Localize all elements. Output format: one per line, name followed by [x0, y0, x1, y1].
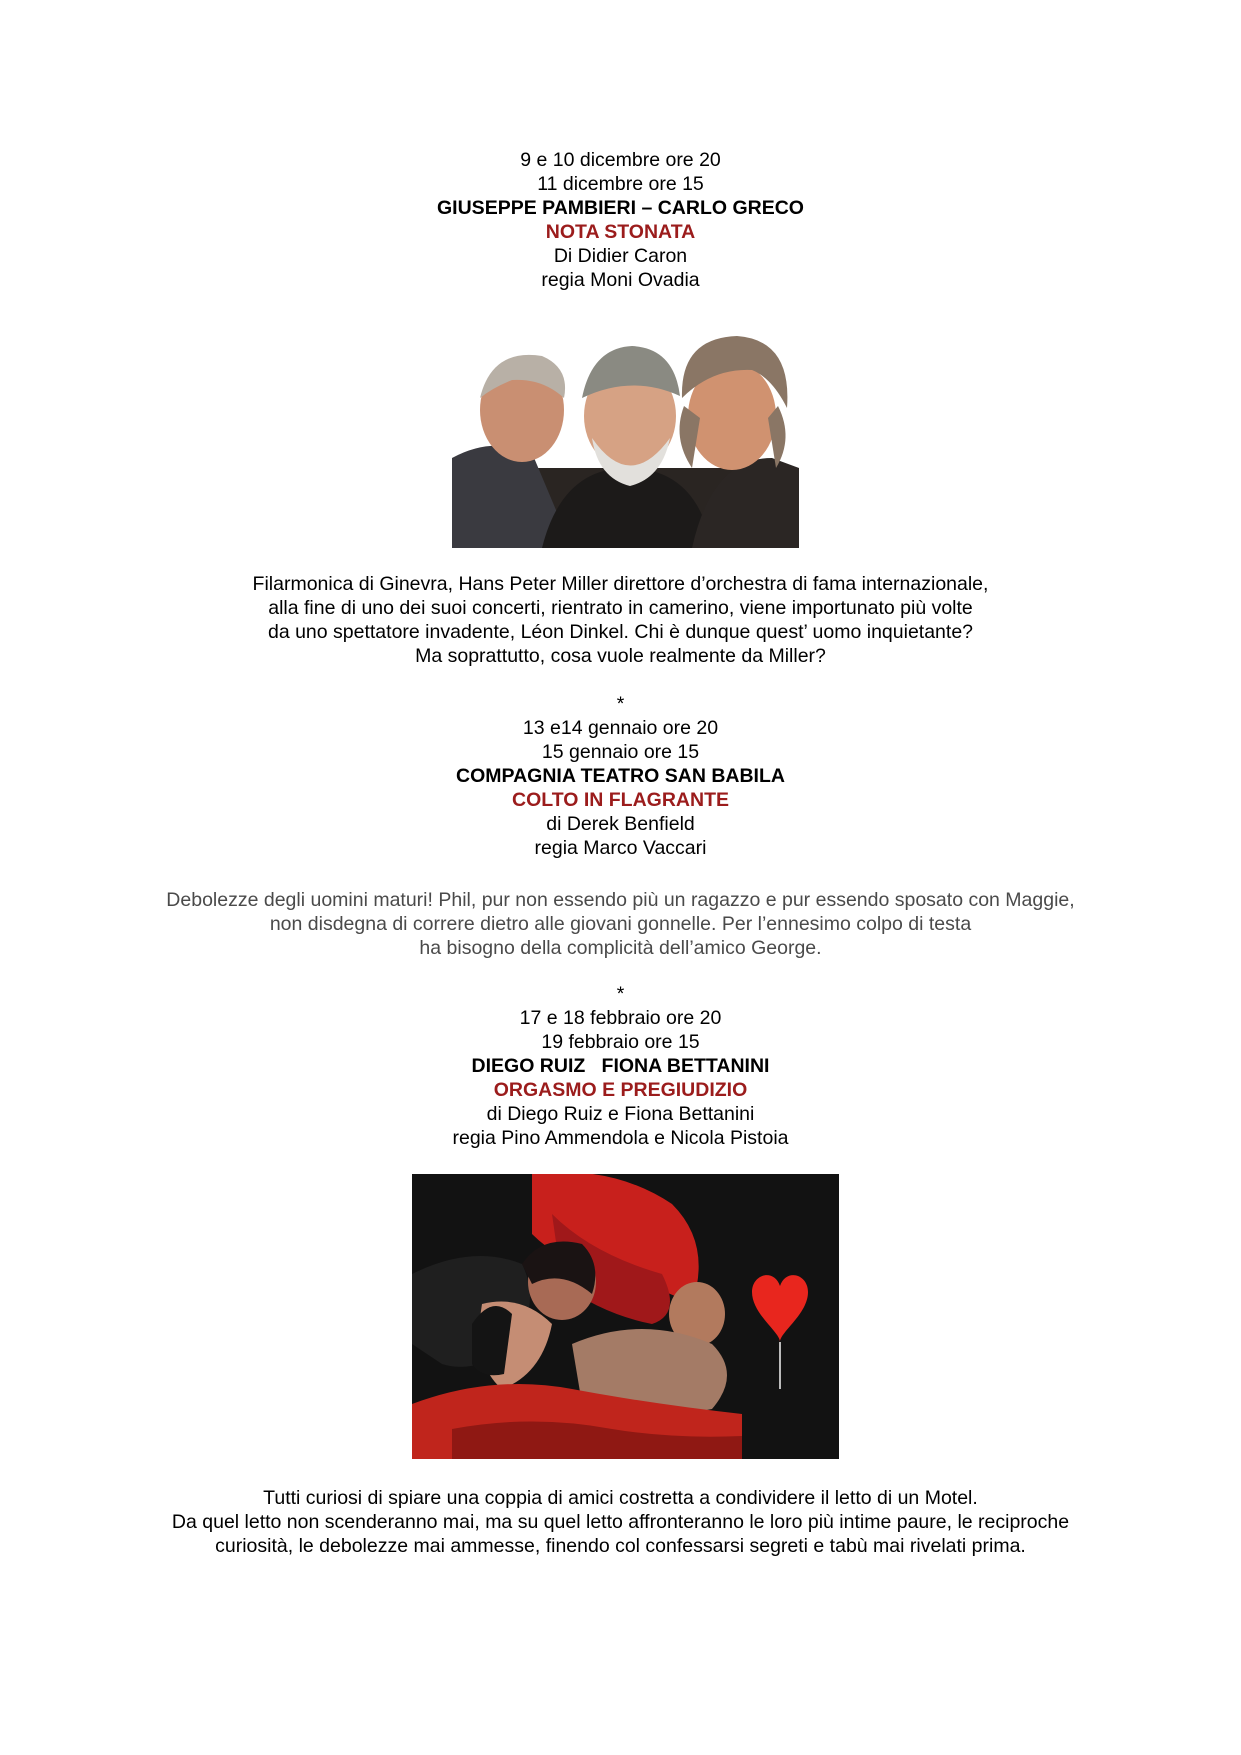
show-1-cast: GIUSEPPE PAMBIERI – CARLO GRECO: [437, 197, 804, 219]
show-1-description-line: Filarmonica di Ginevra, Hans Peter Miller direttore d’orchestra di fama internazionale,: [252, 573, 989, 595]
show-1-description: [0, 572, 1241, 668]
show-3-date-1: 17 e 18 febbraio ore 20: [519, 1007, 722, 1029]
show-3-photo: [412, 1174, 839, 1459]
separator: *: [616, 983, 625, 1005]
show-3-header: [0, 982, 1241, 1150]
show-3-date-2: 19 febbraio ore 15: [541, 1031, 700, 1053]
show-1-header: [0, 148, 1241, 292]
show-1-date-2: 11 dicembre ore 15: [537, 173, 704, 195]
show-2-description: [0, 888, 1241, 960]
show-2-description-line: ha bisogno della complicità dell’amico George.: [419, 937, 822, 959]
show-3-director: regia Pino Ammendola e Nicola Pistoia: [452, 1127, 789, 1149]
show-2-cast: COMPAGNIA TEATRO SAN BABILA: [456, 765, 785, 787]
show-3-description-line: curiosità, le debolezze mai ammesse, finendo col confessarsi segreti e tabù mai rivelati prima.: [215, 1535, 1026, 1557]
show-1-description-line: da uno spettatore invadente, Léon Dinkel. Chi è dunque quest’ uomo inquietante?: [267, 621, 974, 643]
show-1-description-line: alla fine di uno dei suoi concerti, rientrato in camerino, viene importunato più volte: [268, 597, 973, 619]
show-1-director: regia Moni Ovadia: [541, 269, 700, 291]
show-1-title: NOTA STONATA: [545, 221, 696, 243]
show-2-header: [0, 692, 1241, 860]
show-2-title: COLTO IN FLAGRANTE: [511, 789, 729, 811]
show-2-director: regia Marco Vaccari: [534, 837, 707, 859]
show-2-description-line: Debolezze degli uomini maturi! Phil, pur non essendo più un ragazzo e pur essendo sposato con Maggie,: [166, 889, 1075, 911]
show-1-date-1: 9 e 10 dicembre ore 20: [520, 149, 721, 171]
show-2-date-2: 15 gennaio ore 15: [541, 741, 700, 763]
show-3-title: ORGASMO E PREGIUDIZIO: [493, 1079, 748, 1101]
show-1-photo: [452, 318, 799, 548]
show-2-description-line: non disdegna di correre dietro alle giovani gonnelle. Per l’ennesimo colpo di testa: [269, 913, 972, 935]
show-3-description-line: Da quel letto non scenderanno mai, ma su quel letto affronteranno le loro più intime paure, le reciproche: [171, 1511, 1070, 1533]
show-1-description-line: Ma soprattutto, cosa vuole realmente da Miller?: [415, 645, 826, 667]
show-2-author: di Derek Benfield: [546, 813, 695, 835]
show-1-author: Di Didier Caron: [553, 245, 688, 267]
show-3-description-line: Tutti curiosi di spiare una coppia di amici costretta a condividere il letto di un Motel.: [263, 1487, 978, 1509]
separator: *: [616, 693, 625, 715]
show-3-author: di Diego Ruiz e Fiona Bettanini: [486, 1103, 755, 1125]
show-3-description: [0, 1486, 1241, 1558]
show-3-cast: DIEGO RUIZ FIONA BETTANINI: [471, 1055, 770, 1077]
show-2-date-1: 13 e14 gennaio ore 20: [522, 717, 719, 739]
